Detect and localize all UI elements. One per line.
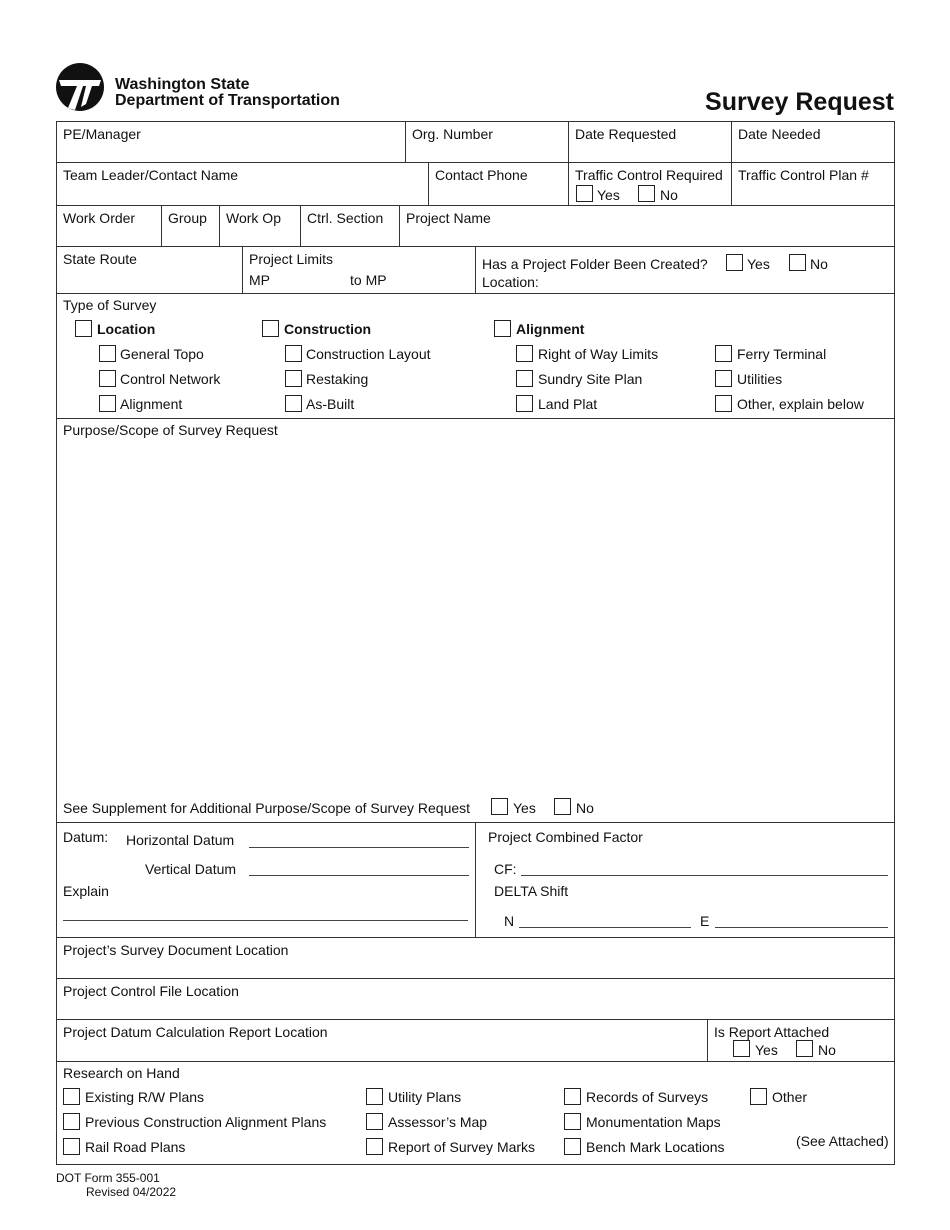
land-plat-checkbox[interactable] [516,395,533,412]
report-attached-yes-checkbox[interactable] [733,1040,750,1057]
type-of-survey-heading: Type of Survey [63,297,157,313]
delta-n-field[interactable] [519,927,691,928]
alignment-group-label: Alignment [516,321,585,337]
utilities-label: Utilities [737,371,783,387]
date-requested-field[interactable] [569,143,730,161]
purpose-scope-textarea[interactable] [58,442,892,787]
delta-n-label: N [504,913,515,929]
construction-label: Construction [284,321,372,337]
construction-layout-checkbox[interactable] [285,345,302,362]
project-folder-no-label: No [810,256,828,272]
bench-mark-locations-label: Bench Mark Locations [586,1139,725,1155]
explain-field[interactable] [63,920,468,921]
traffic-control-yes-checkbox[interactable] [576,185,593,202]
other-survey-checkbox[interactable] [715,395,732,412]
group-field-label: Group [168,210,207,226]
right-of-way-limits-checkbox[interactable] [516,345,533,362]
state-route-field-label: State Route [63,251,137,267]
see-attached-note: (See Attached) [796,1133,889,1149]
alignment-checkbox[interactable] [99,395,116,412]
mp-end-field[interactable] [390,270,474,292]
delta-shift-label: DELTA Shift [494,883,569,899]
state-route-field[interactable] [57,270,241,292]
datum-report-location-field[interactable] [57,1040,706,1060]
pe-manager-field-label: PE/Manager [63,126,141,142]
restaking-checkbox[interactable] [285,370,302,387]
land-plat-label: Land Plat [538,396,598,412]
date-requested-field-label: Date Requested [575,126,677,142]
project-name-field-label: Project Name [406,210,491,226]
construction-checkbox[interactable] [262,320,279,337]
delta-e-label: E [700,913,710,929]
explain-label: Explain [63,883,109,899]
construction-layout-label: Construction Layout [306,346,431,362]
survey-document-location-label: Project’s Survey Document Location [63,942,289,958]
date-needed-field[interactable] [732,143,893,161]
project-name-field[interactable] [400,227,893,245]
contact-phone-field-label: Contact Phone [435,167,528,183]
supplement-no-label: No [576,800,594,816]
sundry-site-plan-label: Sundry Site Plan [538,371,643,387]
project-folder-no-checkbox[interactable] [789,254,806,271]
location-label: Location [97,321,156,337]
agency-name-line2: Department of Transportation [115,92,340,109]
right-of-way-limits-label: Right of Way Limits [538,346,659,362]
report-attached-no-label: No [818,1042,836,1058]
sundry-site-plan-checkbox[interactable] [516,370,533,387]
mp-field-label: MP [249,272,270,288]
team-leader-field[interactable] [57,185,427,204]
horizontal-datum-field[interactable] [249,847,469,848]
traffic-control-no-checkbox[interactable] [638,185,655,202]
to-mp-field-label: to MP [350,272,387,288]
project-folder-question: Has a Project Folder Been Created? [482,256,708,272]
revision-date: Revised 04/2022 [86,1185,177,1199]
research-other-checkbox[interactable] [750,1088,767,1105]
report-attached-label: Is Report Attached [714,1024,830,1040]
work-order-field[interactable] [57,227,160,245]
supplement-yes-checkbox[interactable] [491,798,508,815]
existing-rw-plans-checkbox[interactable] [63,1088,80,1105]
org-number-field[interactable] [406,143,567,161]
work-order-field-label: Work Order [63,210,136,226]
project-folder-yes-checkbox[interactable] [726,254,743,271]
page-title: Survey Request [705,88,894,116]
traffic-control-plan-field[interactable] [732,185,893,204]
existing-rw-plans-label: Existing R/W Plans [85,1089,205,1105]
ferry-terminal-checkbox[interactable] [715,345,732,362]
wsdot-logo-icon [55,62,105,112]
supplement-yes-label: Yes [513,800,536,816]
vertical-datum-label: Vertical Datum [145,861,237,877]
ctrl-section-field[interactable] [301,227,398,245]
project-folder-location-label: Location: [482,274,539,290]
assessors-map-checkbox[interactable] [366,1113,383,1130]
delta-e-field[interactable] [715,927,888,928]
alignment-label: Alignment [120,396,183,412]
control-file-location-label: Project Control File Location [63,983,239,999]
mp-start-field[interactable] [272,270,346,292]
control-network-label: Control Network [120,371,221,387]
agency-name-line1: Washington State [115,76,250,93]
team-leader-field-label: Team Leader/Contact Name [63,167,239,183]
control-network-checkbox[interactable] [99,370,116,387]
utilities-checkbox[interactable] [715,370,732,387]
report-survey-marks-label: Report of Survey Marks [388,1139,536,1155]
cf-label: CF: [494,861,517,877]
control-file-location-field[interactable] [57,999,893,1018]
project-folder-yes-label: Yes [747,256,770,272]
survey-document-location-field[interactable] [57,958,893,977]
group-field[interactable] [162,227,218,245]
research-other-label: Other [772,1089,808,1105]
vertical-datum-field[interactable] [249,875,469,876]
assessors-map-label: Assessor’s Map [388,1114,488,1130]
as-built-label: As-Built [306,396,355,412]
traffic-control-yes-label: Yes [597,187,620,203]
datum-report-location-label: Project Datum Calculation Report Location [63,1024,328,1040]
monumentation-maps-label: Monumentation Maps [586,1114,721,1130]
purpose-scope-heading: Purpose/Scope of Survey Request [63,422,278,438]
report-survey-marks-checkbox[interactable] [366,1138,383,1155]
restaking-label: Restaking [306,371,369,387]
alignment-group-checkbox[interactable] [494,320,511,337]
other-survey-label: Other, explain below [737,396,864,412]
supplement-question: See Supplement for Additional Purpose/Scope of Survey Request [63,800,471,816]
report-attached-no-checkbox[interactable] [796,1040,813,1057]
work-op-field-label: Work Op [226,210,281,226]
org-number-field-label: Org. Number [412,126,493,142]
bench-mark-locations-checkbox[interactable] [564,1138,581,1155]
traffic-control-plan-field-label: Traffic Control Plan # [738,167,869,183]
traffic-control-required-label: Traffic Control Required [575,167,723,183]
report-attached-yes-label: Yes [755,1042,778,1058]
utility-plans-label: Utility Plans [388,1089,462,1105]
previous-construction-checkbox[interactable] [63,1113,80,1130]
records-of-surveys-label: Records of Surveys [586,1089,709,1105]
as-built-checkbox[interactable] [285,395,302,412]
project-limits-label: Project Limits [249,251,334,267]
ctrl-section-field-label: Ctrl. Section [307,210,384,226]
contact-phone-field[interactable] [429,185,567,204]
cf-field[interactable] [521,875,888,876]
rail-road-plans-label: Rail Road Plans [85,1139,186,1155]
rail-road-plans-checkbox[interactable] [63,1138,80,1155]
traffic-control-no-label: No [660,187,678,203]
pe-manager-field[interactable] [57,143,404,161]
form-number: DOT Form 355-001 [56,1171,160,1185]
date-needed-field-label: Date Needed [738,126,821,142]
records-of-surveys-checkbox[interactable] [564,1088,581,1105]
supplement-no-checkbox[interactable] [554,798,571,815]
general-topo-checkbox[interactable] [99,345,116,362]
horizontal-datum-label: Horizontal Datum [126,832,235,848]
ferry-terminal-label: Ferry Terminal [737,346,827,362]
work-op-field[interactable] [220,227,299,245]
previous-construction-label: Previous Construction Alignment Plans [85,1114,327,1130]
utility-plans-checkbox[interactable] [366,1088,383,1105]
general-topo-label: General Topo [120,346,204,362]
monumentation-maps-checkbox[interactable] [564,1113,581,1130]
project-folder-location-field[interactable] [545,272,893,292]
location-checkbox[interactable] [75,320,92,337]
combined-factor-label: Project Combined Factor [488,829,643,845]
datum-label: Datum: [63,829,109,845]
research-heading: Research on Hand [63,1065,180,1081]
